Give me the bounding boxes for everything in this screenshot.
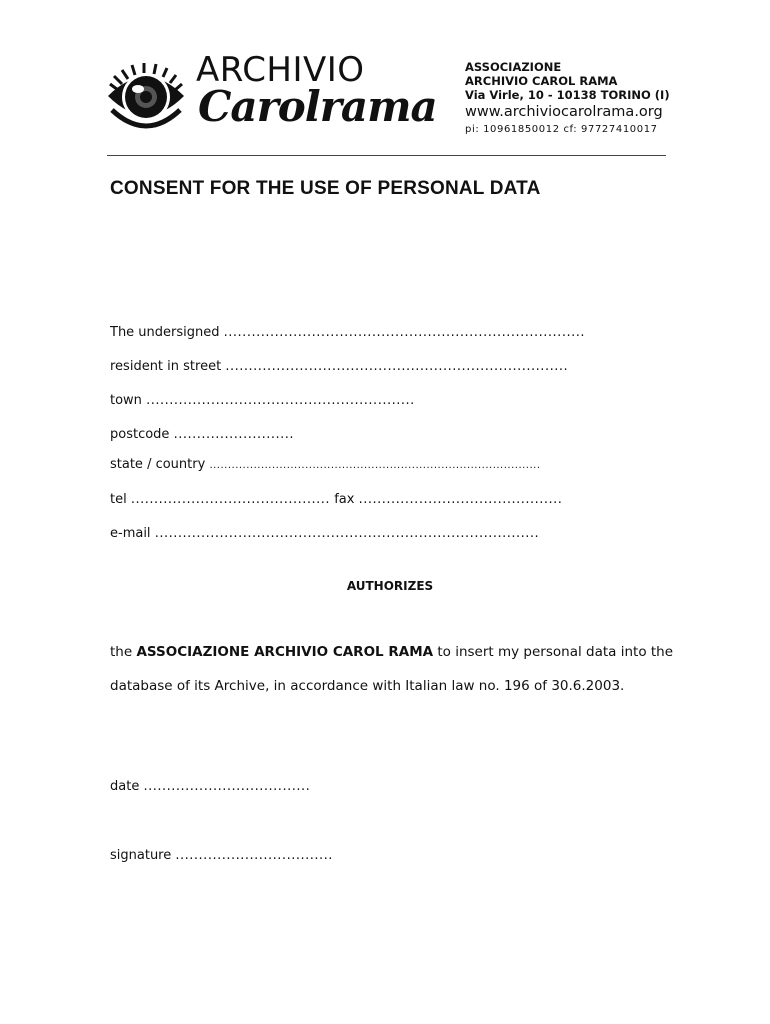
association-info bbox=[465, 60, 670, 137]
postcode-dots: .......................... bbox=[173, 427, 295, 442]
logo-title: ARCHIVIO bbox=[196, 50, 365, 90]
consent-rest: to insert my personal data into the bbox=[437, 644, 674, 660]
field-postcode[interactable] bbox=[110, 427, 294, 442]
consent-line-1 bbox=[110, 644, 673, 660]
assoc-website: www.archiviocarolrama.org bbox=[465, 104, 663, 120]
fax-dots: ............................................ bbox=[358, 492, 563, 507]
fax-label: fax bbox=[334, 492, 355, 507]
state-dots: .......................................................................................... bbox=[209, 460, 541, 471]
field-undersigned[interactable] bbox=[110, 325, 585, 340]
undersigned-label: The undersigned bbox=[110, 325, 220, 340]
logo-script: Carolrama bbox=[198, 82, 437, 131]
street-label: resident in street bbox=[110, 359, 222, 374]
email-dots: ................................................................................... bbox=[154, 526, 540, 541]
street-dots: .......................................................................... bbox=[225, 359, 569, 374]
town-dots: .......................................................... bbox=[146, 393, 415, 408]
authorizes-heading: AUTHORIZES bbox=[346, 579, 434, 593]
field-state-country[interactable] bbox=[110, 457, 541, 472]
assoc-line1: ASSOCIAZIONE bbox=[465, 60, 562, 74]
eye-logo-icon bbox=[104, 56, 188, 140]
field-street[interactable] bbox=[110, 359, 568, 374]
email-label: e-mail bbox=[110, 526, 151, 541]
date-dots: .................................... bbox=[143, 779, 311, 794]
signature-label: signature bbox=[110, 848, 172, 863]
page-title: CONSENT FOR THE USE OF PERSONAL DATA bbox=[110, 178, 541, 199]
tel-label: tel bbox=[110, 492, 127, 507]
field-date[interactable] bbox=[110, 779, 310, 794]
postcode-label: postcode bbox=[110, 427, 170, 442]
assoc-address: Via Virle, 10 - 10138 TORINO (I) bbox=[465, 88, 670, 102]
field-signature[interactable] bbox=[110, 848, 333, 863]
assoc-line2: ARCHIVIO CAROL RAMA bbox=[465, 74, 618, 88]
field-tel-fax[interactable] bbox=[110, 492, 562, 507]
consent-org: ASSOCIAZIONE ARCHIVIO CAROL RAMA bbox=[136, 644, 434, 660]
undersigned-dots: .............................................................................. bbox=[223, 325, 585, 340]
signature-dots: .................................. bbox=[175, 848, 333, 863]
town-label: town bbox=[110, 393, 142, 408]
state-label: state / country bbox=[110, 457, 206, 472]
consent-prefix: the bbox=[110, 644, 133, 660]
assoc-ids: pi: 10961850012 cf: 97727410017 bbox=[465, 124, 658, 135]
field-town[interactable] bbox=[110, 393, 415, 408]
header-divider bbox=[107, 155, 666, 156]
field-email[interactable] bbox=[110, 526, 539, 541]
tel-dots: ........................................... bbox=[130, 492, 331, 507]
consent-line-2: database of its Archive, in accordance with Italian law no. 196 of 30.6.2003. bbox=[110, 678, 625, 694]
date-label: date bbox=[110, 779, 140, 794]
